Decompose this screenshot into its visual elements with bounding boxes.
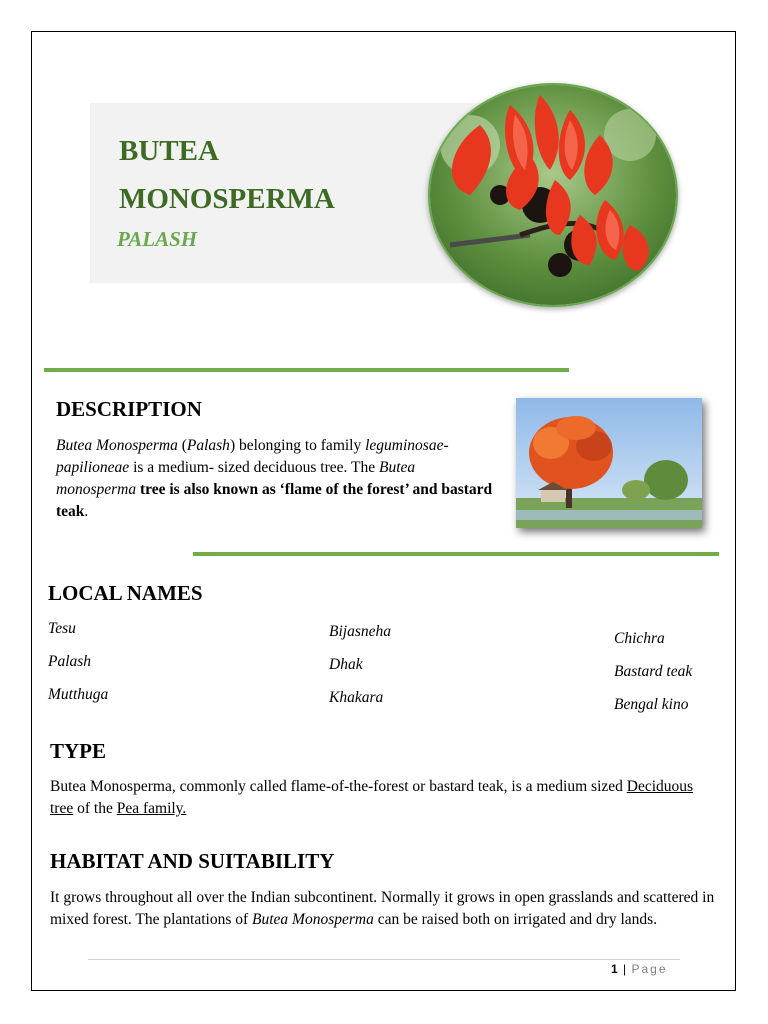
- local-names-heading: LOCAL NAMES: [48, 581, 203, 605]
- page-subtitle: PALASH: [117, 227, 198, 251]
- list-item: Mutthuga: [48, 686, 109, 703]
- footer-divider: [88, 959, 680, 960]
- type-text: Butea Monosperma, commonly called flame-of-the-forest or bastard teak, is a medium sized Deciduous tree of the Pea family.: [50, 778, 694, 817]
- description-text: Butea Monosperma (Palash) belonging to family leguminosae- papilioneae is a medium- sized deciduous tree. The Butea monosperma tree is also known as ‘flame of the forest’ and bastard teak.: [56, 437, 493, 520]
- pea-family-link[interactable]: Pea family.: [116, 800, 187, 817]
- list-item: Dhak: [329, 656, 363, 673]
- list-item: Palash: [48, 653, 92, 670]
- list-item: Bastard teak: [614, 663, 693, 680]
- list-item: Chichra: [614, 630, 665, 647]
- title-line-1: BUTEA: [119, 135, 219, 167]
- local-names-column-1: [48, 620, 108, 719]
- list-item: Khakara: [329, 689, 384, 706]
- type-heading: TYPE: [50, 739, 107, 763]
- page-title: [119, 127, 335, 223]
- habitat-heading: HABITAT AND SUITABILITY: [50, 849, 335, 873]
- page-number: 1: [611, 962, 619, 976]
- local-names-column-3: [614, 630, 692, 729]
- divider-line-2: [193, 552, 719, 556]
- page-label: Page: [631, 962, 668, 976]
- deciduous-tree-link[interactable]: Deciduous tree: [50, 778, 694, 817]
- tree-photo: [516, 398, 702, 528]
- description-heading: DESCRIPTION: [56, 397, 202, 421]
- divider-line-1: [44, 368, 569, 372]
- list-item: Tesu: [48, 620, 76, 637]
- page-footer: [611, 962, 668, 976]
- title-line-2: MONOSPERMA: [119, 183, 335, 215]
- flower-photo: [428, 83, 678, 307]
- footer-separator: |: [623, 962, 628, 976]
- list-item: Bijasneha: [329, 623, 391, 640]
- local-names-column-2: [329, 623, 391, 722]
- habitat-text: It grows throughout all over the Indian subcontinent. Normally it grows in open grasslands and scattered in mixed forest. The plantations of Butea Monosperma can be raised both on irrigated and dry lands.: [50, 889, 715, 928]
- list-item: Bengal kino: [614, 696, 689, 713]
